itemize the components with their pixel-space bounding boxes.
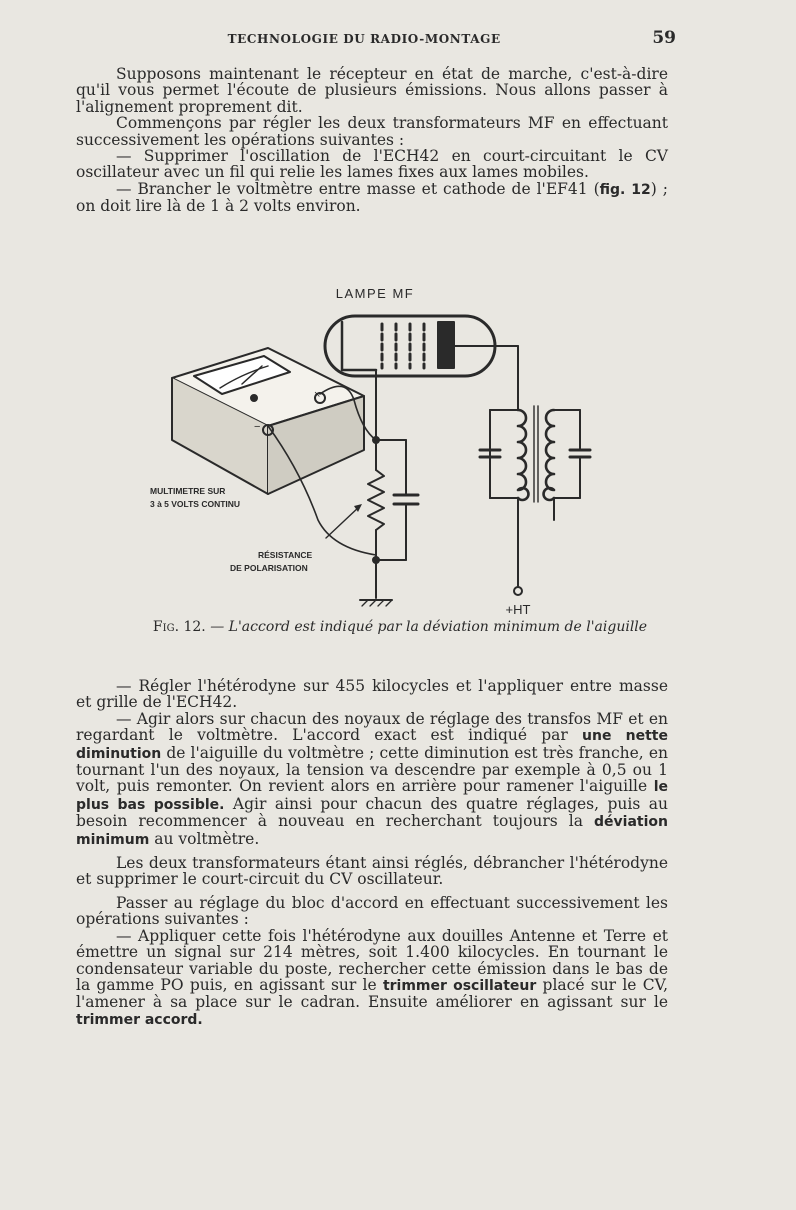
page-header	[76, 28, 676, 48]
text-run: — Agir alors sur chacun des noyaux de réglage des transfos MF et en regardant le voltmètre. L'accord exact est indiqué par	[76, 709, 668, 745]
figure-12-diagram	[150, 280, 620, 622]
emphasis: une nette diminution	[76, 728, 668, 762]
text-run: ) ; on doit lire là de 1 à 2 volts environ.	[76, 179, 669, 216]
text-run: au voltmètre.	[149, 829, 260, 848]
emphasis: le plus bas possible.	[76, 779, 668, 813]
resistor-label-line1: RÉSISTANCE	[258, 550, 313, 560]
paragraph	[76, 928, 668, 1028]
paragraph: Commençons par régler les deux transformateurs MF en effectuant successivement les opérations suivantes :	[76, 114, 668, 149]
paragraph	[76, 181, 668, 215]
paragraph: — Supprimer l'oscillation de l'ECH42 en court-circuitant le CV oscillateur avec un fil qui relie les lames fixes aux lames mobiles.	[76, 147, 668, 182]
text-block-bottom	[76, 678, 668, 1028]
svg-text:×: ×	[314, 389, 321, 401]
meter-label-line2: 3 à 5 VOLTS CONTINU	[150, 499, 241, 509]
text-run: — Brancher le voltmètre entre masse et cathode de l'EF41 (	[116, 179, 600, 198]
resistor-pointer	[326, 506, 360, 538]
emphasis: trimmer oscillateur	[382, 977, 537, 994]
text-block-top	[76, 66, 668, 215]
caption-text: — L'accord est indiqué par la déviation minimum de l'aiguille	[205, 619, 648, 635]
resistor-label-line2: DE POLARISATION	[230, 563, 308, 573]
running-title: TECHNOLOGIE DU RADIO-MONTAGE	[227, 32, 501, 46]
if-transformer	[480, 398, 590, 595]
resistor-capacitor-network	[360, 437, 418, 606]
page-number: 59	[652, 28, 676, 48]
caption-label: Fig. 12.	[152, 619, 206, 635]
emphasis: trimmer accord.	[76, 1011, 203, 1028]
supply-label: +HT	[505, 602, 531, 617]
paragraph: Passer au réglage du bloc d'accord en effectuant successivement les opérations suivantes :	[76, 893, 668, 929]
figure-caption	[150, 620, 650, 635]
meter-label-line1: MULTIMETRE SUR	[150, 486, 226, 496]
text-run: Agir ainsi pour chacun des quatre réglages, puis au besoin recommencer à nouveau en recherchant toujours la	[76, 794, 668, 831]
text-run: placé sur le CV, l'amener à sa place sur le cadran. Ensuite améliorer en agissant sur le	[76, 975, 668, 1012]
text-run: de l'aiguille du voltmètre ; cette diminution est très franche, en tournant l'un des noyaux, la tension va descendre par exemple à 0,5 ou 1 volt, puis remonter. On revient alors en arrière pour ramener l'aiguille	[76, 743, 668, 796]
paragraph: — Régler l'hétérodyne sur 455 kilocycles et l'appliquer entre masse et grille de l'ECH42.	[76, 677, 668, 712]
text-run: — Appliquer cette fois l'hétérodyne aux douilles Antenne et Terre et émettre un signal sur 214 mètres, soit 1.400 kilocycles. En tournant le condensateur variable du poste, rechercher cette émission dans le bas de la gamme PO puis, en agissant sur le	[76, 926, 668, 994]
figure-reference: fig. 12	[599, 181, 651, 198]
tube-label: LAMPE MF	[335, 286, 415, 301]
emphasis: déviation minimum	[76, 814, 668, 848]
svg-text:−: −	[254, 421, 261, 433]
paragraph	[76, 711, 668, 848]
paragraph: Supposons maintenant le récepteur en état de marche, c'est-à-dire qu'il vous permet l'écoute de plusieurs émissions. Nous allons passer à l'alignement proprement dit.	[76, 65, 668, 116]
paragraph: Les deux transformateurs étant ainsi réglés, débrancher l'hétérodyne et supprimer le court-circuit du CV oscillateur.	[76, 854, 668, 889]
